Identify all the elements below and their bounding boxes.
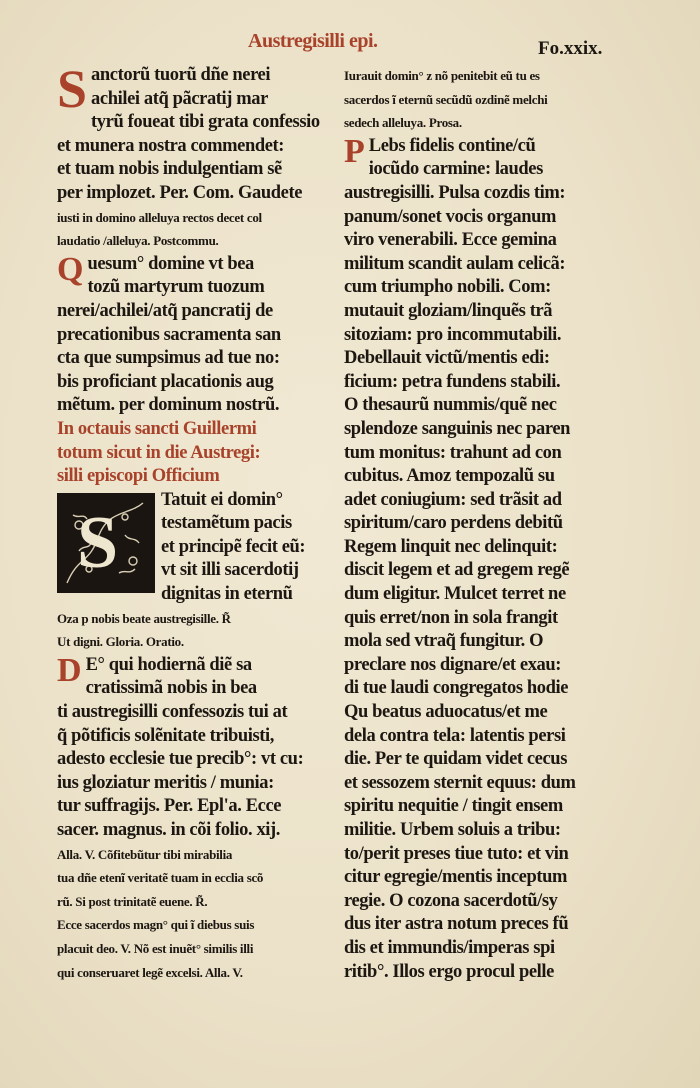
text-line: et munera nostra commendet: [57, 135, 285, 156]
text-line: nerei/achilei/atq̃ pancratij de [57, 300, 273, 321]
rubricated-initial: Q [57, 250, 84, 288]
text-line: et principẽ fecit eũ: [161, 536, 306, 557]
text-line: ritib°. Illos ergo procul pelle [344, 961, 554, 982]
text-line: die. Per te quidam videt cecus [344, 749, 567, 770]
text-line: q̃ põtificis solẽnitate tribuisti, [57, 725, 275, 746]
text-line: silli episcopi Officium [57, 466, 220, 487]
text-line: vt sit illi sacerdotij [161, 560, 299, 581]
text-line: Regem linquit nec delinquit: [344, 536, 558, 557]
text-line: tozũ martyrum tuozum [87, 277, 265, 298]
text-line: O thesaurũ nummis/quẽ nec [344, 395, 557, 416]
text-line: sitoziam: pro incommutabili. [344, 324, 562, 345]
text-line: cratissimã nobis in bea [85, 678, 257, 699]
text-line: adet coniugium: sed trãsit ad [344, 489, 562, 510]
text-line: precationibus sacramenta san [57, 324, 281, 345]
text-line: panum/sonet vocis organum [344, 206, 557, 227]
text-line: mola sed vtraq̃ fungitur. O [344, 631, 544, 652]
text-line: iocũdo carmine: laudes [368, 159, 543, 180]
text-line: quis erret/non in sola frangit [344, 607, 558, 628]
text-line: ficium: petra fundens stabili. [344, 371, 561, 392]
text-line: anctorũ tuorũ dñe nerei [91, 65, 271, 85]
text-line: cubitus. Amoz tempozalũ su [344, 466, 555, 487]
text-line: dignitas in eternũ [161, 584, 293, 605]
text-line: tur suffragijs. Per. Epl'a. Ecce [57, 796, 282, 817]
text-line: Qu beatus aduocatus/et me [344, 702, 548, 723]
text-line: achilei atq̃ pãcratij mar [91, 88, 268, 109]
right-column [344, 64, 614, 984]
left-column [57, 59, 329, 984]
text-line: preclare nos dignare/et exau: [344, 654, 562, 675]
rubricated-initial: S [57, 59, 88, 119]
text-line: dum eligitur. Mulcet terret ne [344, 584, 566, 605]
text-line: tyrũ foueat tibi grata confessio [91, 112, 320, 133]
text-line: Debellauit victũ/mentis edi: [344, 348, 550, 369]
running-title: Austregisilli epi. [248, 30, 378, 52]
text-line: laudatio /alleluya. Postcommu. [57, 233, 219, 249]
text-line: rũ. Si post trinitatẽ euene. R̃. [57, 893, 208, 909]
text-line: austregisilli. Pulsa cozdis tim: [344, 182, 566, 203]
text-line: Oza p nobis beate austregisille. R̃ [57, 610, 231, 626]
text-line: tum monitus: trahunt ad con [344, 442, 562, 463]
text-line: viro venerabili. Ecce gemina [344, 230, 557, 251]
text-line: qui conseruaret legẽ excelsi. Alla. V. [57, 964, 243, 980]
woodcut-initial-s: S [57, 493, 155, 593]
text-line: spiritum/caro perdens debitũ [344, 513, 563, 534]
text-line: militie. Urbem soluis a tribu: [344, 820, 561, 840]
text-line: Ut digni. Gloria. Oratio. [57, 634, 184, 650]
text-line: citur egregie/mentis inceptum [344, 867, 568, 888]
text-line: militum scandit aulam celicã: [344, 253, 566, 274]
text-line: et sessozem sternit equus: dum [344, 772, 576, 793]
text-line: In octauis sancti Guillermi [57, 418, 257, 439]
text-line: di tue laudi congregatos hodie [344, 678, 569, 699]
text-line: mẽtum. per dominum nostrũ. [57, 395, 280, 416]
text-line: testamẽtum pacis [161, 513, 292, 534]
text-line: adesto ecclesie tue precib°: vt cu: [57, 749, 304, 770]
text-line: E° qui hodiernã diẽ sa [85, 654, 252, 675]
text-line: to/perit preses tiue tuto: et vin [344, 843, 569, 864]
text-line: Lebs fidelis contine/cũ [368, 135, 536, 156]
text-line: regie. O cozona sacerdotũ/sy [344, 890, 558, 911]
text-line: dis et immundis/imperas spi [344, 937, 555, 958]
text-line: placuit deo. V. Nõ est inuẽt° similis illi [57, 940, 254, 956]
folio-number: Fo.xxix. [538, 38, 603, 59]
text-line: mutauit gloziam/linquẽs trã [344, 300, 553, 321]
text-line: Alla. V. Cõfitebũtur tibi mirabilia [57, 846, 233, 862]
text-line: iusti in domino alleluya rectos decet col [57, 209, 262, 225]
rubricated-initial: P [344, 132, 365, 170]
text-line: per implozet. Per. Com. Gaudete [57, 182, 303, 203]
text-line: dus iter astra notum preces fũ [344, 914, 569, 935]
rubricated-initial: D [57, 651, 82, 689]
text-line: sedech alleluya. Prosa. [344, 115, 462, 131]
text-line: totum sicut in die Austregi: [57, 442, 261, 463]
text-line: Tatuit ei domin° [161, 489, 283, 510]
text-line: uesum° domine vt bea [87, 253, 254, 274]
text-line: discit legem et ad gregem regẽ [344, 560, 570, 581]
text-line: splendoze sanguinis nec paren [344, 418, 571, 439]
text-line: tua dñe etenĩ veritatẽ tuam in ecclia scõ [57, 870, 264, 886]
text-line: et tuam nobis indulgentiam sẽ [57, 159, 282, 180]
text-line: spiritu nequitie / tingit ensem [344, 796, 563, 817]
text-line: sacerdos ĩ eternũ secũdũ ozdinẽ melchi [344, 91, 548, 107]
text-line: ius gloziatur meritis / munia: [57, 772, 274, 793]
text-line: sacer. magnus. in cõi folio. xij. [57, 820, 281, 840]
text-line: Iurauit domin° z nõ penitebit eũ tu es [344, 68, 540, 83]
text-line: cum triumpho nobili. Com: [344, 277, 551, 298]
text-line: cta que sumpsimus ad tue no: [57, 348, 280, 369]
text-line: Ecce sacerdos magn° qui ĩ diebus suis [57, 917, 255, 933]
text-line: dela contra tela: latentis persi [344, 725, 566, 746]
text-line: ti austregisilli confessozis tui at [57, 702, 288, 723]
text-line: bis proficiant placationis aug [57, 371, 274, 392]
